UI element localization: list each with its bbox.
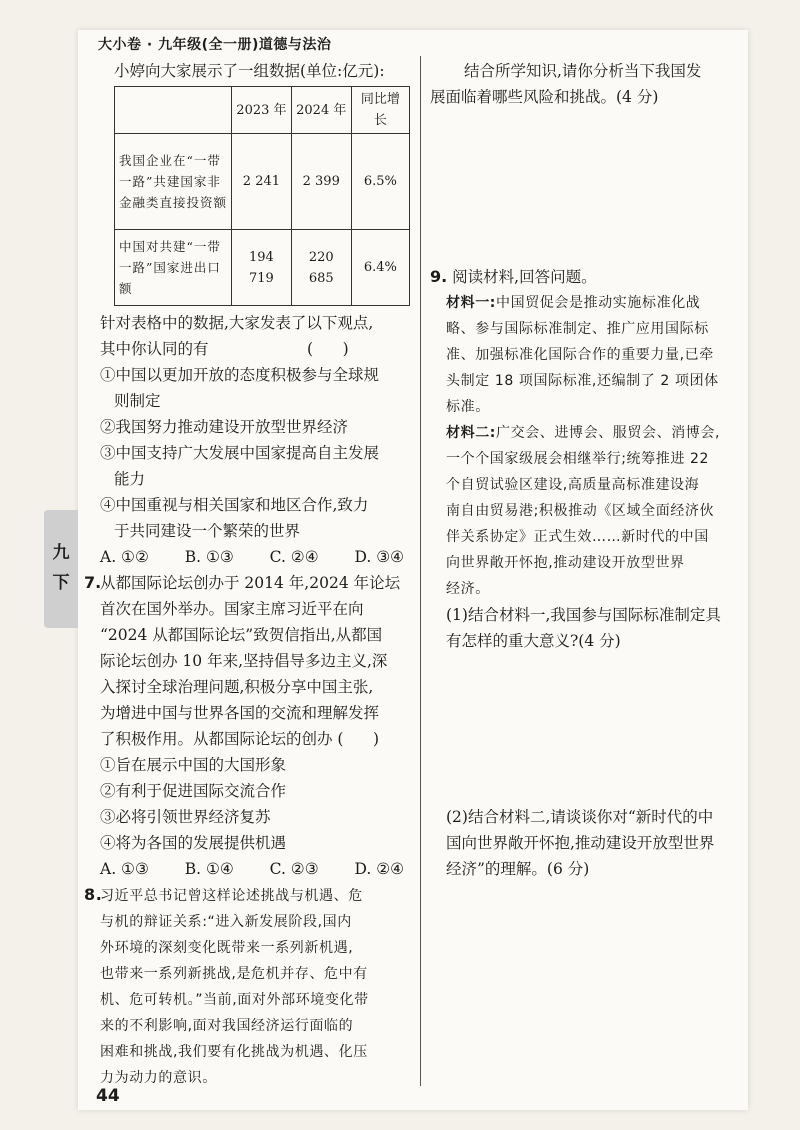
page-number: 44 <box>96 1086 120 1106</box>
q6-choices <box>100 544 410 570</box>
table-cell-desc: 中国对共建“一带一路”国家进出口额 <box>115 230 232 306</box>
q8-line: 困难和挑战,我们要有化挑战为机遇、化压 <box>100 1044 368 1060</box>
choice-c[interactable]: C. ②④ <box>269 548 319 566</box>
choice-b[interactable]: B. ①③ <box>184 548 234 566</box>
q8-line: 来的不利影响,面对我国经济运行面临的 <box>100 1018 354 1034</box>
table-cell-desc: 我国企业在“一带一路”共建国家非金融类直接投资额 <box>115 134 232 230</box>
side-tab-char-2: 下 <box>52 573 70 593</box>
table-cell: 2 241 <box>232 134 292 230</box>
material1-line: 标准。 <box>446 399 490 415</box>
material2-line: 向世界敞开怀抱,推动建设开放型世界 <box>446 555 685 571</box>
material2-line: 南自由贸易港;积极推动《区域全面经济伙 <box>446 503 715 519</box>
q6-option: ①中国以更加开放的态度积极参与全球规 <box>100 366 380 384</box>
q7-text: 从都国际论坛创办于 2014 年,2024 年论坛 <box>100 574 401 592</box>
table-header-row <box>115 87 410 134</box>
choice-a[interactable]: A. ①③ <box>100 860 149 878</box>
material1-text: 中国贸促会是推动实施标准化战 <box>496 295 701 311</box>
q7-line: 了积极作用。从都国际论坛的创办 ( ) <box>100 730 380 748</box>
material2-line <box>446 420 750 446</box>
q7-choices <box>100 856 410 882</box>
q7-line <box>84 570 410 596</box>
q7-option: ④将为各国的发展提供机遇 <box>100 834 287 852</box>
q8-text: 习近平总书记曾这样论述挑战与机遇、危 <box>100 888 363 904</box>
q9-1-line: 有怎样的重大意义?(4 分) <box>446 632 621 650</box>
table-cell: 2 399 <box>291 134 351 230</box>
table-cell: 6.5% <box>351 134 409 230</box>
material1-label: 材料一: <box>446 295 496 311</box>
q8-number: 8. <box>84 885 103 904</box>
q7-line: 际论坛创办 10 年来,坚持倡导多边主义,深 <box>100 652 388 670</box>
material2-line: 经济。 <box>446 581 490 597</box>
q7-option: ②有利于促进国际交流合作 <box>100 782 287 800</box>
choice-b[interactable]: B. ①④ <box>184 860 234 878</box>
page-header: 大小卷 · 九年级(全一册)道德与法治 <box>98 37 332 53</box>
material2-label: 材料二: <box>446 425 496 441</box>
q6-option-cont: 能力 <box>114 470 146 488</box>
material2-line: 个自贸试验区建设,高质量高标准建设海 <box>446 477 700 493</box>
q6-option-cont: 于共同建设一个繁荣的世界 <box>114 522 301 540</box>
q7-option: ③必将引领世界经济复苏 <box>100 808 271 826</box>
answer-space-q9-2[interactable] <box>430 882 750 1082</box>
q9-title-line <box>430 264 750 290</box>
q9-2-block <box>430 804 750 882</box>
q9-number: 9. <box>430 267 448 286</box>
q9-1-line: (1)结合材料一,我国参与国际标准制定具 <box>446 606 721 624</box>
side-tab-char-1: 九 <box>52 543 70 563</box>
q8-line: 与机的辩证关系:“进入新发展阶段,国内 <box>100 914 352 930</box>
q8-line: 机、危可转机。”当前,面对外部环境变化带 <box>100 992 369 1008</box>
q6-option: ③中国支持广大发展中国家提高自主发展 <box>100 444 380 462</box>
q9-title: 阅读材料,回答问题。 <box>452 268 597 286</box>
answer-space-q8[interactable] <box>430 110 750 264</box>
q8-line: 力为动力的意识。 <box>100 1070 217 1086</box>
table-row <box>115 134 410 230</box>
q7-line: 首次在国外举办。国家主席习近平在向 <box>100 600 364 618</box>
q9-materials <box>430 290 750 602</box>
material1-line: 略、参与国际标准制定、推广应用国际标 <box>446 321 709 337</box>
table-header-cell <box>115 87 232 134</box>
choice-d[interactable]: D. ③④ <box>354 548 404 566</box>
q9-2-line: 国向世界敞开怀抱,推动建设开放型世界 <box>446 834 715 852</box>
q6-stem-line: 其中你认同的有 ( ) <box>100 340 349 358</box>
q9-1-block <box>430 602 750 654</box>
choice-a[interactable]: A. ①② <box>100 548 149 566</box>
table-header-cell: 同比增长 <box>351 87 409 134</box>
q8-task-line: 结合所学知识,请你分析当下我国发 <box>464 62 702 80</box>
left-column <box>84 58 410 1091</box>
q8-line <box>84 882 410 909</box>
data-table <box>114 86 410 306</box>
q6-intro: 小婷向大家展示了一组数据(单位:亿元): <box>114 62 385 80</box>
material1-line: 头制定 18 项国际标准,还编制了 2 项团体 <box>446 373 719 389</box>
q7-line: 入探讨全球治理问题,积极分享中国主张, <box>100 678 374 696</box>
q6-option: ②我国努力推动建设开放型世界经济 <box>100 418 349 436</box>
q9-2-line: 经济”的理解。(6 分) <box>446 860 590 878</box>
material2-text: 广交会、进博会、服贸会、消博会, <box>496 425 721 441</box>
choice-c[interactable]: C. ②③ <box>269 860 319 878</box>
material2-line: 伴关系协定》正式生效……新时代的中国 <box>446 529 709 545</box>
column-divider <box>420 56 421 1086</box>
answer-space-q9-1[interactable] <box>430 654 750 804</box>
table-header-cell: 2023 年 <box>232 87 292 134</box>
table-cell: 6.4% <box>351 230 409 306</box>
q7-option: ①旨在展示中国的大国形象 <box>100 756 287 774</box>
material1-line: 准、加强标准化国际合作的重要力量,已牵 <box>446 347 714 363</box>
material1-line <box>446 290 750 316</box>
table-row <box>115 230 410 306</box>
grade-side-tab <box>44 510 78 628</box>
q9-2-line: (2)结合材料二,请谈谈你对“新时代的中 <box>446 808 714 826</box>
q8-line: 也带来一系列新挑战,是危机并存、危中有 <box>100 966 368 982</box>
table-header-cell: 2024 年 <box>291 87 351 134</box>
q6-option: ④中国重视与相关国家和地区合作,致力 <box>100 496 369 514</box>
q7-line: “2024 从都国际论坛”致贺信指出,从都国 <box>100 626 383 644</box>
q7-line: 为增进中国与世界各国的交流和理解发挥 <box>100 704 380 722</box>
q8-task-line: 展面临着哪些风险和挑战。(4 分) <box>430 88 659 106</box>
q8-block <box>84 882 410 1091</box>
q6-option-cont: 则制定 <box>114 392 161 410</box>
material2-line: 一个个国家级展会相继举行;统筹推进 22 <box>446 451 709 467</box>
table-cell: 220 685 <box>291 230 351 306</box>
table-cell: 194 719 <box>232 230 292 306</box>
q6-stem-line: 针对表格中的数据,大家发表了以下观点, <box>100 314 374 332</box>
choice-d[interactable]: D. ②④ <box>354 860 404 878</box>
q7-number: 7. <box>84 573 102 592</box>
q8-line: 外环境的深刻变化既带来一系列新机遇, <box>100 940 354 956</box>
right-column <box>430 62 750 1082</box>
